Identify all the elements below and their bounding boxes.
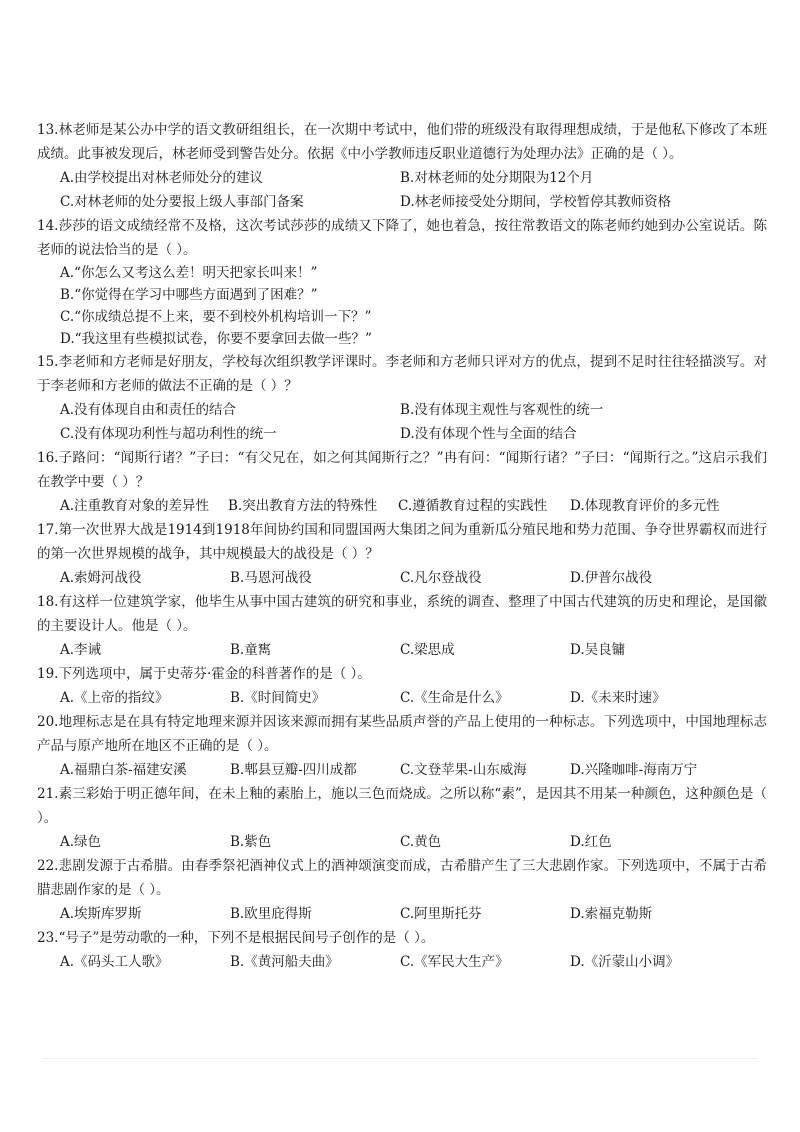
options-list bbox=[37, 950, 767, 974]
question-stem: 20.地理标志是在具有特定地理来源并因该来源而拥有某些品质声誉的产品上使用的一种标志。下列选项中，中国地理标志产品与原产地所在地区不正确的是（ ）。 bbox=[37, 714, 767, 754]
option-c[interactable]: C.《生命是什么》 bbox=[400, 690, 509, 706]
option-a[interactable]: A.《上帝的指纹》 bbox=[60, 690, 169, 706]
options-list bbox=[37, 262, 767, 350]
option-b[interactable]: B.《黄河船夫曲》 bbox=[230, 954, 339, 970]
option-b[interactable]: B.马恩河战役 bbox=[230, 570, 312, 586]
option-b[interactable]: B.紫色 bbox=[230, 834, 272, 850]
option-a[interactable]: A.注重教育对象的差异性 bbox=[60, 498, 210, 514]
question-stem: 22.悲剧发源于古希腊。由春季祭祀酒神仪式上的酒神颂演变而成，古希腊产生了三大悲剧作家。下列选项中，不属于古希腊悲剧作家的是（ ）。 bbox=[37, 858, 767, 898]
question-16 bbox=[37, 446, 767, 518]
question-13 bbox=[37, 118, 767, 214]
option-d[interactable]: D.红色 bbox=[570, 834, 612, 850]
option-c[interactable]: C.梁思成 bbox=[400, 642, 455, 658]
option-d[interactable]: D.吴良镛 bbox=[570, 642, 626, 658]
option-a[interactable]: A.埃斯库罗斯 bbox=[60, 906, 142, 922]
option-c[interactable]: C.《军民大生产》 bbox=[400, 954, 509, 970]
option-c[interactable]: C.阿里斯托芬 bbox=[400, 906, 482, 922]
options-list bbox=[37, 566, 767, 590]
option-a[interactable]: A.由学校提出对林老师处分的建议 bbox=[60, 170, 264, 186]
options-list bbox=[37, 166, 767, 214]
question-stem: 19.下列选项中，属于史蒂芬·霍金的科普著作的是（ ）。 bbox=[37, 666, 371, 682]
options-list bbox=[37, 758, 767, 782]
option-b[interactable]: B.对林老师的处分期限为12个月 bbox=[400, 170, 594, 186]
option-a[interactable]: A.“你怎么又考这么差！明天把家长叫来！” bbox=[60, 265, 318, 281]
option-d[interactable]: D.《未来时速》 bbox=[570, 690, 666, 706]
question-22 bbox=[37, 854, 767, 926]
option-b[interactable]: B.欧里庇得斯 bbox=[230, 906, 312, 922]
option-a[interactable]: A.《码头工人歌》 bbox=[60, 954, 169, 970]
question-stem: 13.林老师是某公办中学的语文教研组组长，在一次期中考试中，他们带的班级没有取得理想成绩，于是他私下修改了本班成绩。此事被发现后，林老师受到警告处分。依据《中小学教师违反职业道德行为处理办法》正确的是（ ）。 bbox=[37, 122, 767, 162]
question-17 bbox=[37, 518, 767, 590]
option-c[interactable]: C.文登苹果-山东威海 bbox=[400, 762, 527, 778]
option-a[interactable]: A.没有体现自由和责任的结合 bbox=[60, 402, 237, 418]
question-stem: 18.有这样一位建筑学家，他毕生从事中国古建筑的研究和事业，系统的调查、整理了中国古代建筑的历史和理论，是国徽的主要设计人。他是（ ）。 bbox=[37, 594, 767, 634]
option-d[interactable]: D.体现教育评价的多元性 bbox=[570, 498, 720, 514]
option-a[interactable]: A.福鼎白茶-福建安溪 bbox=[60, 762, 187, 778]
option-d[interactable]: D.索福克勒斯 bbox=[570, 906, 653, 922]
options-list bbox=[37, 494, 767, 518]
option-d[interactable]: D.“我这里有些模拟试卷，你要不要拿回去做一些？” bbox=[60, 331, 372, 347]
question-14 bbox=[37, 214, 767, 350]
option-a[interactable]: A.李诫 bbox=[60, 642, 102, 658]
options-list bbox=[37, 902, 767, 926]
question-stem: 17.第一次世界大战是1914到1918年间协约国和同盟国两大集团之间为重新瓜分殖民地和势力范围、争夺世界霸权而进行的第一次世界规模的战争，其中规模最大的战役是（ ）？ bbox=[37, 522, 767, 562]
option-c[interactable]: C.“你成绩总提不上来，要不到校外机构培训一下？” bbox=[60, 309, 372, 325]
question-19 bbox=[37, 662, 767, 710]
option-b[interactable]: B.突出教育方法的特殊性 bbox=[228, 498, 378, 514]
option-b[interactable]: B.童寯 bbox=[230, 642, 272, 658]
question-stem: 23.“号子”是劳动歌的一种，下列不是根据民间号子创作的是（ ）。 bbox=[37, 930, 435, 946]
option-b[interactable]: B.《时间简史》 bbox=[230, 690, 326, 706]
option-a[interactable]: A.绿色 bbox=[60, 834, 102, 850]
question-stem: 16.子路问：“闻斯行诸？”子曰：“有父兄在，如之何其闻斯行之？”冉有问：“闻斯行诸？”子曰：“闻斯行之。”这启示我们在教学中要（ ）？ bbox=[37, 450, 767, 490]
question-20 bbox=[37, 710, 767, 782]
question-23 bbox=[37, 926, 767, 974]
option-d[interactable]: D.兴隆咖啡-海南万宁 bbox=[570, 762, 698, 778]
option-c[interactable]: C.遵循教育过程的实践性 bbox=[398, 498, 548, 514]
options-list bbox=[37, 830, 767, 854]
option-c[interactable]: C.黄色 bbox=[400, 834, 442, 850]
option-d[interactable]: D.没有体现个性与全面的结合 bbox=[400, 426, 577, 442]
exam-page bbox=[37, 118, 767, 974]
option-d[interactable]: D.林老师接受处分期间，学校暂停其教师资格 bbox=[400, 194, 672, 210]
option-d[interactable]: D.伊普尔战役 bbox=[570, 570, 653, 586]
question-21 bbox=[37, 782, 767, 854]
options-list bbox=[37, 638, 767, 662]
question-stem: 14.莎莎的语文成绩经常不及格，这次考试莎莎的成绩又下降了，她也着急，按往常教语文的陈老师约她到办公室说话。陈老师的说法恰当的是（ ）。 bbox=[37, 218, 767, 258]
options-list bbox=[37, 398, 767, 446]
option-b[interactable]: B.没有体现主观性与客观性的统一 bbox=[400, 402, 604, 418]
question-stem: 21.素三彩始于明正德年间，在未上釉的素胎上，施以三色而烧成。之所以称“素”，是因其不用某一种颜色，这种颜色是（ ）。 bbox=[37, 786, 767, 826]
question-15 bbox=[37, 350, 767, 446]
option-a[interactable]: A.索姆河战役 bbox=[60, 570, 142, 586]
option-d[interactable]: D.《沂蒙山小调》 bbox=[570, 954, 680, 970]
option-b[interactable]: B.郫县豆瓣-四川成都 bbox=[230, 762, 357, 778]
option-c[interactable]: C.没有体现功利性与超功利性的统一 bbox=[60, 426, 277, 442]
option-c[interactable]: C.凡尔登战役 bbox=[400, 570, 482, 586]
option-b[interactable]: B.“你觉得在学习中哪些方面遇到了困难？” bbox=[60, 287, 318, 303]
page-bottom-divider bbox=[42, 1058, 758, 1059]
question-18 bbox=[37, 590, 767, 662]
option-c[interactable]: C.对林老师的处分要报上级人事部门备案 bbox=[60, 194, 304, 210]
options-list bbox=[37, 686, 767, 710]
question-stem: 15.李老师和方老师是好朋友，学校每次组织教学评课时。李老师和方老师只评对方的优点，提到不足时往往轻描淡写。对于李老师和方老师的做法不正确的是（ ）？ bbox=[37, 354, 767, 394]
